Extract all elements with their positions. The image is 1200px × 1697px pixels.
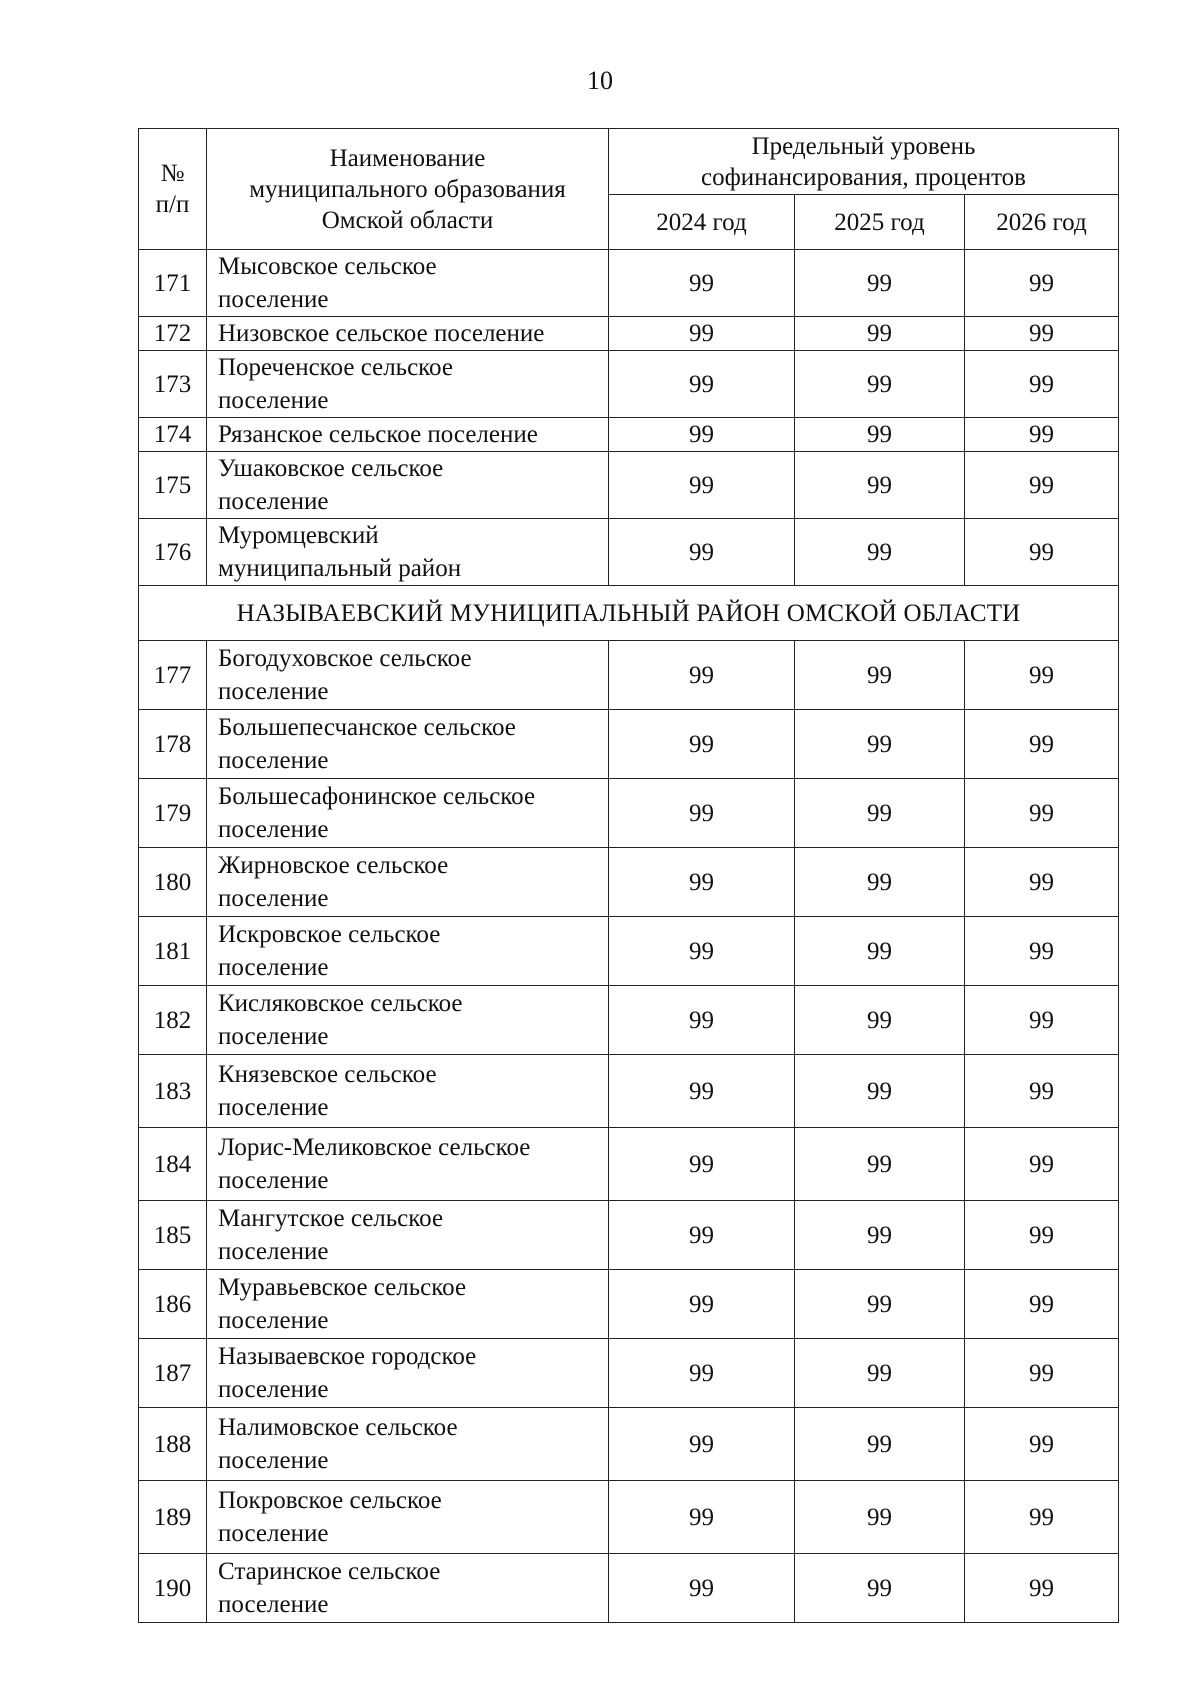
value-2025: 99 [795, 1270, 965, 1339]
cofinancing-table-wrapper [138, 128, 1118, 1623]
value-2024: 99 [609, 351, 795, 418]
row-number: 173 [139, 351, 207, 418]
value-2025: 99 [795, 452, 965, 519]
municipality-name: Князевское сельское поселение [207, 1055, 609, 1128]
value-2026: 99 [965, 1128, 1119, 1201]
value-2025: 99 [795, 641, 965, 710]
section-title-nazyvaevsky: НАЗЫВАЕВСКИЙ МУНИЦИПАЛЬНЫЙ РАЙОН ОМСКОЙ ОБЛАСТИ [139, 586, 1119, 641]
value-2026: 99 [965, 250, 1119, 317]
table-row [139, 1128, 1119, 1201]
value-2025: 99 [795, 519, 965, 586]
row-number: 174 [139, 418, 207, 452]
municipality-name: Большесафонинское сельское поселение [207, 779, 609, 848]
municipality-name: Налимовское сельское поселение [207, 1408, 609, 1481]
row-number: 190 [139, 1554, 207, 1623]
value-2024: 99 [609, 1339, 795, 1408]
value-2026: 99 [965, 519, 1119, 586]
table-row [139, 418, 1119, 452]
value-2026: 99 [965, 986, 1119, 1055]
value-2026: 99 [965, 1554, 1119, 1623]
header-year-2025: 2025 год [795, 195, 965, 250]
table-row [139, 1201, 1119, 1270]
table-row [139, 1554, 1119, 1623]
municipality-name: Мангутское сельское поселение [207, 1201, 609, 1270]
row-number: 179 [139, 779, 207, 848]
municipality-name: Богодуховское сельское поселение [207, 641, 609, 710]
value-2024: 99 [609, 1408, 795, 1481]
value-2025: 99 [795, 1481, 965, 1554]
row-number: 183 [139, 1055, 207, 1128]
value-2025: 99 [795, 710, 965, 779]
value-2025: 99 [795, 250, 965, 317]
table-row [139, 710, 1119, 779]
row-number: 182 [139, 986, 207, 1055]
value-2026: 99 [965, 351, 1119, 418]
table-row [139, 519, 1119, 586]
table-row [139, 641, 1119, 710]
header-year-2026: 2026 год [965, 195, 1119, 250]
header-municipality-name: Наименование муниципального образования Омской области [207, 129, 609, 250]
row-number: 184 [139, 1128, 207, 1201]
value-2026: 99 [965, 418, 1119, 452]
value-2024: 99 [609, 1270, 795, 1339]
row-number: 172 [139, 317, 207, 351]
row-number: 185 [139, 1201, 207, 1270]
value-2026: 99 [965, 1408, 1119, 1481]
value-2026: 99 [965, 1201, 1119, 1270]
row-number: 177 [139, 641, 207, 710]
table-body-top [139, 250, 1119, 586]
table-row [139, 917, 1119, 986]
cofinancing-table [138, 128, 1119, 1623]
table-row [139, 351, 1119, 418]
value-2026: 99 [965, 779, 1119, 848]
table-row [139, 317, 1119, 351]
municipality-name: Низовское сельское поселение [207, 317, 609, 351]
municipality-name: Жирновское сельское поселение [207, 848, 609, 917]
municipality-name: Искровское сельское поселение [207, 917, 609, 986]
value-2024: 99 [609, 779, 795, 848]
value-2024: 99 [609, 1055, 795, 1128]
table-row [139, 779, 1119, 848]
value-2024: 99 [609, 418, 795, 452]
table-row [139, 1408, 1119, 1481]
municipality-name: Рязанское сельское поселение [207, 418, 609, 452]
municipality-name: Большепесчанское сельское поселение [207, 710, 609, 779]
municipality-name: Ушаковское сельское поселение [207, 452, 609, 519]
value-2024: 99 [609, 848, 795, 917]
value-2025: 99 [795, 351, 965, 418]
value-2025: 99 [795, 917, 965, 986]
value-2026: 99 [965, 1055, 1119, 1128]
value-2026: 99 [965, 848, 1119, 917]
row-number: 178 [139, 710, 207, 779]
municipality-name: Пореченское сельское поселение [207, 351, 609, 418]
value-2024: 99 [609, 1128, 795, 1201]
value-2024: 99 [609, 641, 795, 710]
value-2025: 99 [795, 1055, 965, 1128]
value-2025: 99 [795, 779, 965, 848]
municipality-name: Называевское городское поселение [207, 1339, 609, 1408]
table-body-bottom [139, 641, 1119, 1623]
row-number: 180 [139, 848, 207, 917]
row-number: 176 [139, 519, 207, 586]
value-2026: 99 [965, 1481, 1119, 1554]
row-number: 171 [139, 250, 207, 317]
value-2024: 99 [609, 317, 795, 351]
value-2025: 99 [795, 1408, 965, 1481]
value-2024: 99 [609, 1554, 795, 1623]
value-2026: 99 [965, 1270, 1119, 1339]
row-number: 189 [139, 1481, 207, 1554]
value-2026: 99 [965, 1339, 1119, 1408]
value-2024: 99 [609, 452, 795, 519]
row-number: 187 [139, 1339, 207, 1408]
value-2025: 99 [795, 317, 965, 351]
section-header-group [139, 586, 1119, 641]
value-2024: 99 [609, 250, 795, 317]
municipality-name: Мысовское сельское поселение [207, 250, 609, 317]
municipality-name: Кисляковское сельское поселение [207, 986, 609, 1055]
value-2026: 99 [965, 317, 1119, 351]
municipality-name: Муромцевский муниципальный район [207, 519, 609, 586]
table-row [139, 848, 1119, 917]
value-2025: 99 [795, 418, 965, 452]
municipality-name: Лорис-Меликовское сельское поселение [207, 1128, 609, 1201]
municipality-name: Покровское сельское поселение [207, 1481, 609, 1554]
page-number: 10 [587, 66, 613, 95]
row-number: 175 [139, 452, 207, 519]
value-2025: 99 [795, 1201, 965, 1270]
value-2025: 99 [795, 986, 965, 1055]
row-number: 188 [139, 1408, 207, 1481]
value-2026: 99 [965, 641, 1119, 710]
table-row [139, 1339, 1119, 1408]
value-2024: 99 [609, 519, 795, 586]
value-2025: 99 [795, 1339, 965, 1408]
municipality-name: Муравьевское сельское поселение [207, 1270, 609, 1339]
header-year-2024: 2024 год [609, 195, 795, 250]
value-2026: 99 [965, 452, 1119, 519]
value-2024: 99 [609, 986, 795, 1055]
header-number: № п/п [139, 129, 207, 250]
table-row [139, 452, 1119, 519]
value-2024: 99 [609, 1201, 795, 1270]
municipality-name: Старинское сельское поселение [207, 1554, 609, 1623]
value-2025: 99 [795, 1554, 965, 1623]
table-row [139, 250, 1119, 317]
value-2025: 99 [795, 848, 965, 917]
value-2025: 99 [795, 1128, 965, 1201]
table-header [139, 129, 1119, 250]
table-row [139, 986, 1119, 1055]
table-row [139, 1481, 1119, 1554]
row-number: 181 [139, 917, 207, 986]
table-row [139, 1270, 1119, 1339]
row-number: 186 [139, 1270, 207, 1339]
value-2026: 99 [965, 917, 1119, 986]
header-cofinancing-level: Предельный уровень софинансирования, процентов [609, 129, 1119, 195]
table-row [139, 1055, 1119, 1128]
value-2024: 99 [609, 710, 795, 779]
value-2024: 99 [609, 917, 795, 986]
value-2026: 99 [965, 710, 1119, 779]
value-2024: 99 [609, 1481, 795, 1554]
